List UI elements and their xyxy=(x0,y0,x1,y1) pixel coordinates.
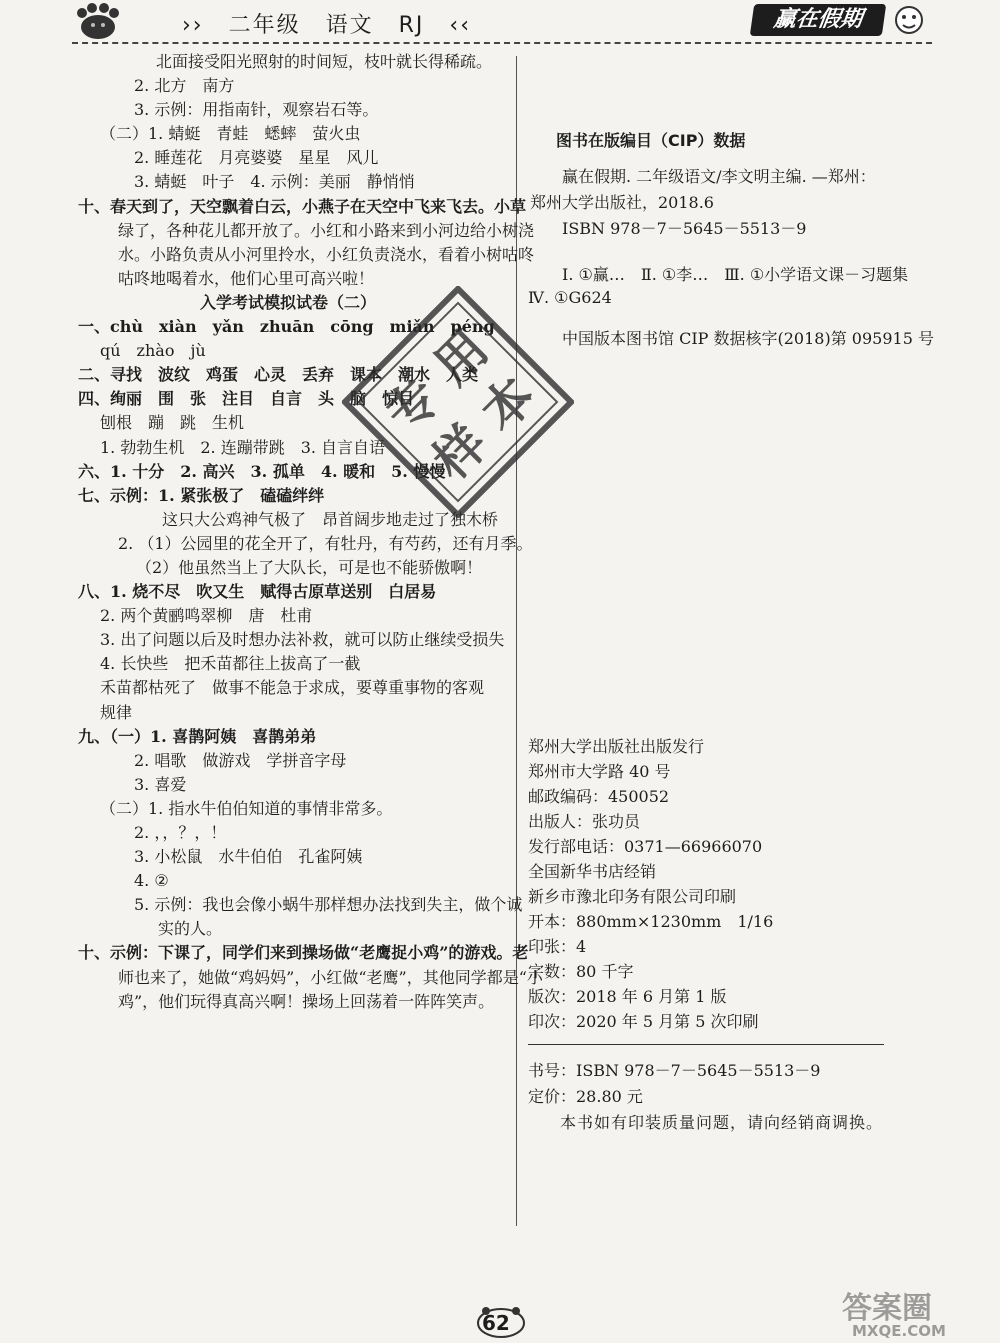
answer-line: 九、（一）1. 喜鹊阿姨 喜鹊弟弟 xyxy=(78,726,317,746)
answer-line: 2. 睡莲花 月亮婆婆 星星 风儿 xyxy=(134,148,379,168)
edition-label: RJ xyxy=(398,13,425,38)
watermark-icon xyxy=(838,1286,988,1340)
answer-line: 一、chù xiàn yǎn zhuān cōng miǎn péng xyxy=(78,317,495,337)
double-chevron-right-icon: ›› xyxy=(182,13,204,38)
publisher-line: 邮政编码：450052 xyxy=(528,787,670,806)
answer-line: 禾苗都枯死了 做事不能急于求成，要尊重事物的客观 xyxy=(100,678,485,698)
answer-line: 2. ，，？，！ xyxy=(134,823,227,842)
answer-line: 刨根 蹦 跳 生机 xyxy=(100,413,245,433)
section-title: 入学考试模拟试卷（二） xyxy=(199,292,376,312)
cip-line: ISBN 978－7－5645－5513－9 xyxy=(562,219,807,238)
grade-label: 二年级 xyxy=(228,13,301,38)
publisher-line: 新乡市豫北印务有限公司印刷 xyxy=(528,887,737,906)
mascot-icon xyxy=(890,2,928,38)
answer-line: 十、示例：下课了，同学们来到操场做“老鹰捉小鸡”的游戏。老 xyxy=(78,943,529,963)
answer-line: 3. 喜爱 xyxy=(134,774,187,794)
svg-text:样: 样 xyxy=(421,414,499,491)
cip-line: Ⅳ. ①G624 xyxy=(528,288,612,307)
header-title xyxy=(182,8,487,39)
answer-line: 鸡”，他们玩得真高兴啊！操场上回荡着一阵阵笑声。 xyxy=(118,991,495,1011)
answer-line: 水。小路负责从小河里拎水，小红负责浇水，看着小树咕咚 xyxy=(118,244,535,264)
answer-line: 2. 唱歌 做游戏 学拼音字母 xyxy=(134,750,347,770)
answer-line: 4. 长快些 把禾苗都往上拔高了一截 xyxy=(100,654,361,674)
answer-line: 咕咚地喝着水，他们心里可高兴啦！ xyxy=(118,268,375,288)
page-header xyxy=(0,0,1000,50)
publisher-line: 郑州市大学路 40 号 xyxy=(528,762,671,781)
answer-line: 绿了，各种花儿都开放了。小红和小路来到小河边给小树浇 xyxy=(118,220,535,240)
answer-line: （二）1. 指水牛伯伯知道的事情非常多。 xyxy=(100,798,393,818)
svg-text:专: 专 xyxy=(375,367,452,444)
svg-text:MXQE.COM: MXQE.COM xyxy=(852,1322,946,1340)
brand-logo: 赢在假期 xyxy=(750,4,886,36)
answer-line: qú zhào jù xyxy=(100,341,206,361)
cip-title: 图书在版编目（CIP）数据 xyxy=(556,131,746,150)
publisher-line: 郑州大学出版社出版发行 xyxy=(528,737,705,756)
answer-line: 七、示例：1. 紧张极了 磕磕绊绊 xyxy=(78,485,325,505)
subject-label: 语文 xyxy=(325,13,374,38)
answer-line: 4. ② xyxy=(134,871,169,891)
price-line: 定价：28.80 元 xyxy=(528,1087,643,1106)
answer-line: 3. 小松鼠 水牛伯伯 孔雀阿姨 xyxy=(134,847,363,867)
cip-line: 赢在假期. 二年级语文/李文明主编. —郑州： xyxy=(562,167,876,186)
answer-line: 2. 北方 南方 xyxy=(134,76,235,96)
svg-text:答案圈: 答案圈 xyxy=(842,1291,932,1326)
answer-line: 八、1. 烧不尽 吹又生 赋得古原草送别 白居易 xyxy=(78,582,437,602)
double-chevron-left-icon: ‹‹ xyxy=(449,13,472,38)
publisher-line: 字数：80 千字 xyxy=(528,962,634,981)
paw-logo-icon xyxy=(72,3,124,41)
sample-stamp-icon xyxy=(342,286,574,518)
publisher-line: 印张：4 xyxy=(528,937,587,956)
answer-line: 四、绚丽 围 张 注目 自言 头 脑 惊目 xyxy=(78,389,415,409)
answer-line: 3. 示例：用指南针，观察岩石等。 xyxy=(134,100,379,120)
answer-line: 1. 勃勃生机 2. 连蹦带跳 3. 自言自语 xyxy=(100,437,386,457)
header-divider xyxy=(72,42,932,44)
answer-line: 3. 出了问题以后及时想办法补救，就可以防止继续受损失 xyxy=(100,630,505,650)
publisher-line: 全国新华书店经销 xyxy=(528,862,657,881)
cip-line: 中国版本图书馆 CIP 数据核字(2018)第 095915 号 xyxy=(562,329,934,348)
publisher-line: 出版人：张功员 xyxy=(528,812,641,831)
answer-column xyxy=(78,50,543,1014)
answer-line: 实的人。 xyxy=(158,919,223,939)
quality-note: 本书如有印装质量问题，请向经销商调换。 xyxy=(560,1113,884,1132)
section-rule xyxy=(528,1044,884,1045)
cip-line: 郑州大学出版社，2018.6 xyxy=(530,193,714,212)
answer-line: 十、春天到了，天空飘着白云，小燕子在天空中飞来飞去。小草 xyxy=(78,196,527,216)
answer-line: 这只大公鸡神气极了 昂首阔步地走过了独木桥 xyxy=(162,509,499,529)
publisher-line: 开本：880mm×1230mm 1/16 xyxy=(528,912,774,931)
publisher-line: 版次：2018 年 6 月第 1 版 xyxy=(528,987,727,1006)
answer-line: 规律 xyxy=(100,702,133,722)
cip-line: Ⅰ. ①赢… Ⅱ. ①李… Ⅲ. ①小学语文课－习题集 xyxy=(562,265,909,284)
answer-line: （二）1. 蜻蜓 青蛙 蟋蟀 萤火虫 xyxy=(100,124,361,144)
page-number: 62 xyxy=(482,1311,510,1335)
answer-line: 2. 两个黄鹂鸣翠柳 唐 杜甫 xyxy=(100,606,313,626)
answer-line: 六、1. 十分 2. 高兴 3. 孤单 4. 暖和 5. 慢慢 xyxy=(78,461,446,481)
answer-line: 二、寻找 波纹 鸡蛋 心灵 丢弃 课本 潮水 人类 xyxy=(78,365,479,385)
svg-text:用: 用 xyxy=(423,319,500,396)
answer-line: 2. （1）公园里的花全开了，有牡丹，有芍药，还有月季。 xyxy=(118,533,533,553)
isbn-line: 书号：ISBN 978－7－5645－5513－9 xyxy=(528,1061,821,1080)
publisher-line: 印次：2020 年 5 月第 5 次印刷 xyxy=(528,1012,759,1031)
svg-text:本: 本 xyxy=(470,365,547,443)
answer-line: 北面接受阳光照射的时间短，枝叶就长得稀疏。 xyxy=(156,52,493,71)
answer-line: 师也来了，她做“鸡妈妈”，小红做“老鹰”，其他同学都是“小 xyxy=(118,967,543,987)
answer-line: 3. 蜻蜓 叶子 4. 示例：美丽 静悄悄 xyxy=(134,172,415,192)
publisher-line: 发行部电话：0371—66966070 xyxy=(528,837,763,856)
answer-line: （2）他虽然当上了大队长，可是也不能骄傲啊！ xyxy=(136,557,483,577)
answer-line: 5. 示例：我也会像小蜗牛那样想办法找到失主，做个诚 xyxy=(134,895,523,915)
